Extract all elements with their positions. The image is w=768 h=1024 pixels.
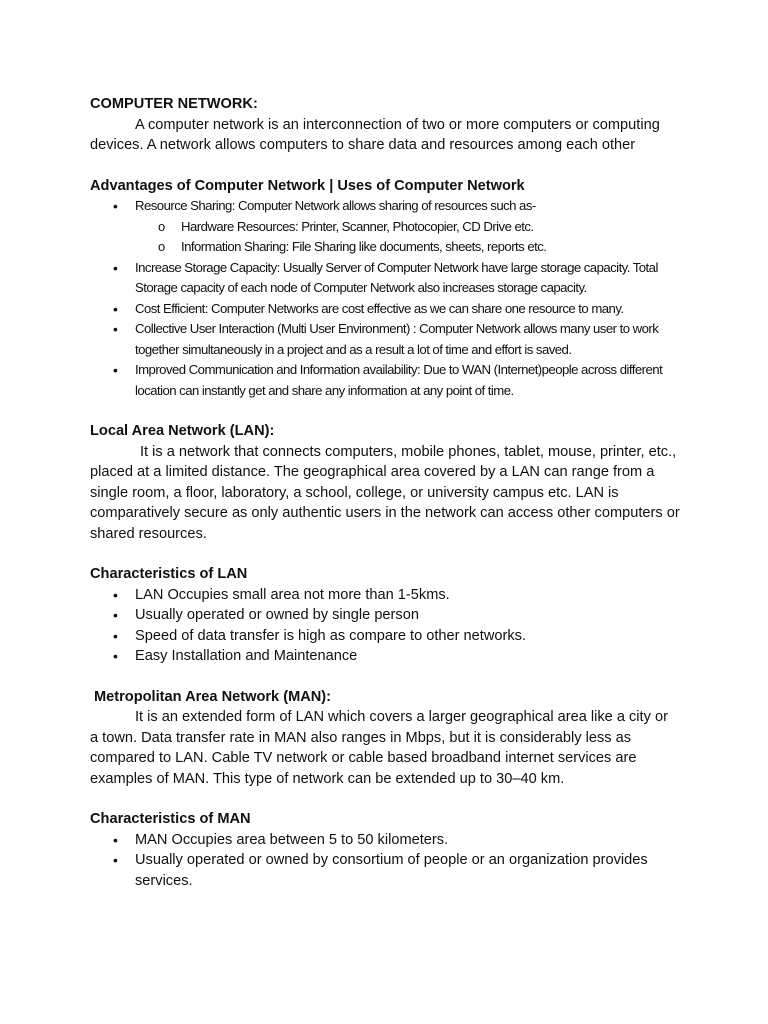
bullet-icon: • xyxy=(113,831,118,848)
list-item-text: Improved Communication and Information availability: Due to WAN (Internet)people across different location can instantly get and share any information at any point of time. xyxy=(135,362,663,398)
man-heading: Metropolitan Area Network (MAN): xyxy=(94,688,332,705)
list-item-text: Increase Storage Capacity: Usually Server of Computer Network have large storage capacity. Total Storage capacity of each node of Computer Network also increases storage capacity. xyxy=(135,259,658,295)
bullet-icon: • xyxy=(113,362,118,378)
computer-network-paragraph: A computer network is an interconnection of two or more computers or computing devices. A network allows computers to share data and resources among each other xyxy=(90,116,660,153)
sub-list-item-text: Hardware Resources: Printer, Scanner, Photocopier, CD Drive etc. xyxy=(181,218,534,234)
advantages-list xyxy=(90,196,680,401)
list-item-text: Easy Installation and Maintenance xyxy=(135,648,358,664)
lan-characteristics-list xyxy=(90,585,680,667)
computer-network-heading: COMPUTER NETWORK: xyxy=(90,96,258,112)
list-item xyxy=(90,830,680,851)
spacer xyxy=(90,544,680,564)
list-item-text: Speed of data transfer is high as compare to other networks. xyxy=(135,627,527,644)
list-item-text: Usually operated or owned by consortium of people or an organization provides services. xyxy=(135,852,648,889)
bullet-icon: • xyxy=(113,648,118,664)
list-item xyxy=(90,360,680,401)
list-item xyxy=(90,605,680,626)
list-item xyxy=(90,258,680,299)
list-item-text: Cost Efficient: Computer Networks are cost effective as we can share one resource to many. xyxy=(135,300,624,316)
list-item-text: Collective User Interaction (Multi User Environment) : Computer Network allows many user to work together simultaneously in a project and as a result a lot of time and effort is saved. xyxy=(135,321,659,357)
sub-bullet-icon: o xyxy=(158,218,166,234)
bullet-icon: • xyxy=(113,259,118,276)
list-item xyxy=(90,585,680,606)
bullet-icon: • xyxy=(113,627,118,644)
spacer xyxy=(90,789,680,809)
sub-list-item-text: Information Sharing: File Sharing like documents, sheets, reports etc. xyxy=(181,239,547,254)
bullet-icon: • xyxy=(113,321,118,337)
bullet-icon: • xyxy=(113,852,118,868)
list-item xyxy=(90,646,680,667)
sub-list-item xyxy=(90,237,680,258)
spacer xyxy=(90,401,680,421)
bullet-icon: • xyxy=(113,198,118,214)
list-item xyxy=(90,850,680,891)
bullet-icon: • xyxy=(113,607,118,623)
list-item-text: LAN Occupies small area not more than 1-5kms. xyxy=(135,586,450,603)
list-item xyxy=(90,299,680,320)
advantages-heading: Advantages of Computer Network | Uses of Computer Network xyxy=(90,177,525,194)
lan-characteristics-heading: Characteristics of LAN xyxy=(90,566,248,582)
list-item-text: Resource Sharing: Computer Network allows sharing of resources such as- xyxy=(135,198,536,213)
sub-bullet-icon: o xyxy=(158,239,166,254)
man-characteristics-heading: Characteristics of MAN xyxy=(90,811,251,827)
sub-list-item xyxy=(90,217,680,238)
man-characteristics-list xyxy=(90,830,680,892)
list-item-text: MAN Occupies area between 5 to 50 kilometers. xyxy=(135,831,449,848)
man-paragraph: It is an extended form of LAN which covers a larger geographical area like a city or a town. Data transfer rate in MAN also ranges in Mbps, but it is considerably less as compared to LAN. Cable TV network or cable based broadband internet services are examples of MAN. This type of network can be extended up to 30–40 km. xyxy=(90,709,668,787)
bullet-icon: • xyxy=(113,300,118,317)
lan-paragraph: It is a network that connects computers, mobile phones, tablet, mouse, printer, etc., placed at a limited distance. The geographical area covered by a LAN can range from a single room, a floor, laboratory, a school, college, or university campus etc. LAN is comparatively secure as only authentic users in the network can access other computers or shared resources. xyxy=(90,443,680,542)
list-item xyxy=(90,196,680,258)
bullet-icon: • xyxy=(113,586,118,603)
document-content xyxy=(90,94,680,891)
spacer xyxy=(90,156,680,176)
list-item-text: Usually operated or owned by single person xyxy=(135,607,419,623)
list-item xyxy=(90,319,680,360)
lan-heading: Local Area Network (LAN): xyxy=(90,423,275,439)
resource-sublist xyxy=(135,217,680,258)
list-item xyxy=(90,626,680,647)
spacer xyxy=(90,667,680,687)
